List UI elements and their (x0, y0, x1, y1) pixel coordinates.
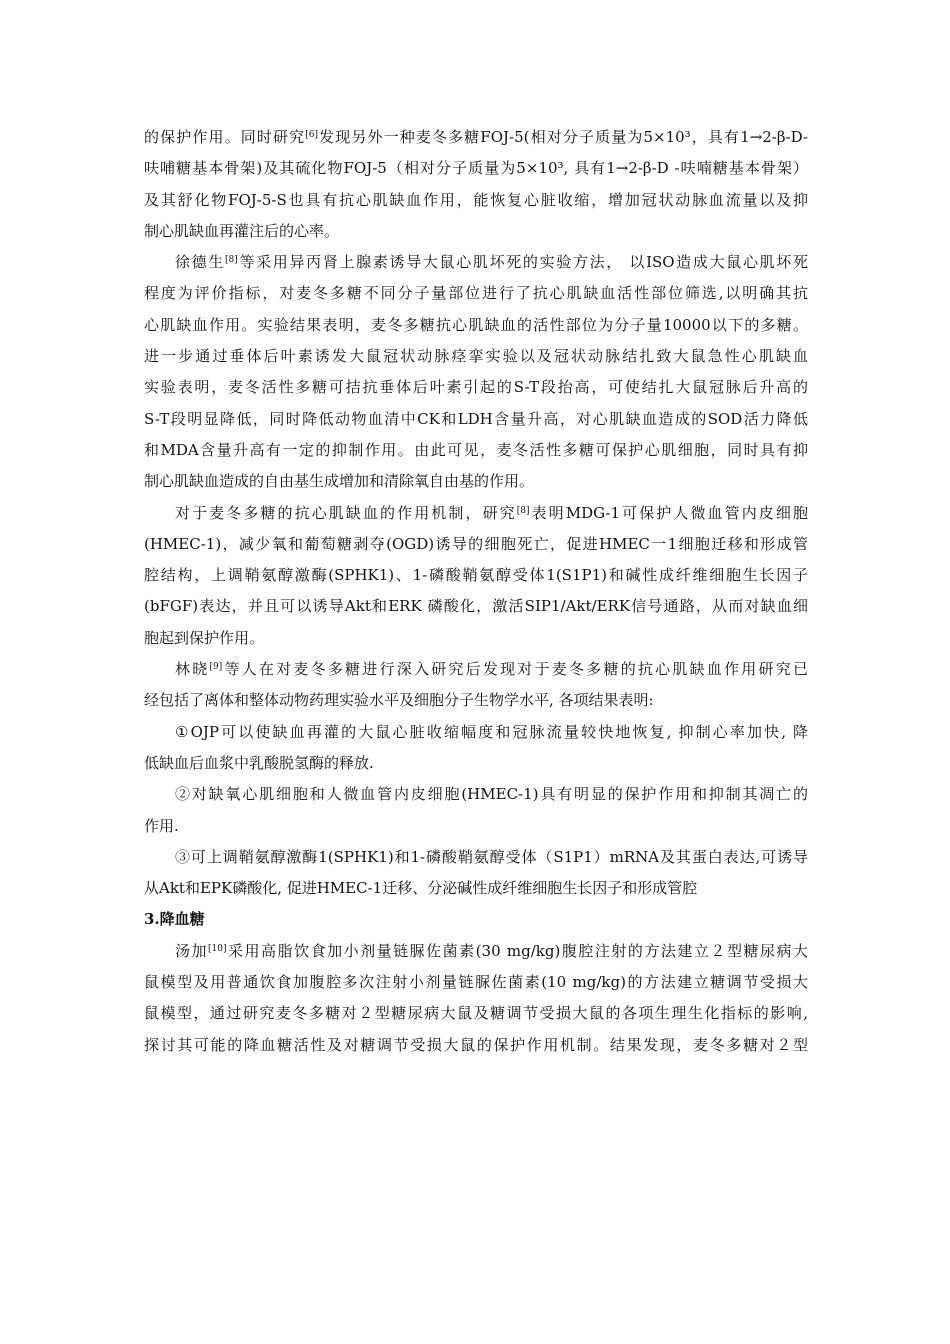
text-line: 低缺血后血浆中乳酸脱氢酶的释放. (144, 753, 374, 772)
text-line: 及其舒化物FOJ-5-S也具有抗心肌缺血作用，能恢复心脏收缩，增加冠状动脉血流量以及抑 (144, 190, 808, 209)
text-line: (HMEC-1)，减少氧和葡萄糖剥夺(OGD)诱导的细胞死亡，促进HMEC一1细胞迁移和形成管 (144, 534, 808, 553)
text-line: 制心肌缺血造成的自由基生成增加和清除氧自由基的作用。 (144, 472, 535, 491)
text-line: 腔结构，上调鞘氨醇激酶(SPHK1)、1-磷酸鞘氨醇受体1(S1P1)和碱性成纤维细胞生长因子 (144, 566, 808, 585)
text-line: 鼠模型及用普通饮食加腹腔多次注射小剂量链脲佐菌素(10 mg/kg)的方法建立糖调节受损大 (144, 973, 808, 992)
text-line: 探讨其可能的降血糖活性及对糖调节受损大鼠的保护作用机制。结果发现，麦冬多糖对２型 (144, 1035, 808, 1054)
citation-ref: [9] (209, 662, 223, 673)
text-line: 从Akt和EPK磷酸化, 促进HMEC-1迁移、分泌碱性成纤维细胞生长因子和形成管腔 (144, 879, 698, 898)
document-body (144, 122, 808, 1061)
citation-ref: [8] (516, 505, 530, 516)
text-line: 心肌缺血作用。实验结果表明，麦冬多糖抗心肌缺血的活性部位为分子量10000以下的多糖。 (144, 315, 808, 334)
text-line: 作用. (144, 816, 179, 835)
text-line: 对于麦冬多糖的抗心肌缺血的作用机制，研究[8]表明MDG-1可保护人微血管内皮细胞 (175, 503, 808, 522)
citation-ref: [10] (208, 943, 227, 954)
list-item: ③可上调鞘氨醇激酶1(SPHK1)和1-磷酸鞘氨醇受体（S1P1）mRNA及其蛋白表达,可诱导 (175, 847, 808, 866)
text-line: 经包括了离体和整体动物药理实验水平及细胞分子生物学水平, 各项结果表明: (144, 691, 654, 710)
text-line: 程度为评价指标，对麦冬多糖不同分子量部位进行了抗心肌缺血活性部位筛选,以明确其抗 (144, 284, 808, 303)
list-item: ①OJP可以使缺血再灌的大鼠心脏收缩幅度和冠脉流量较快地恢复, 抑制心率加快, 降 (175, 722, 808, 741)
text-line: 的保护作用。同时研究[6]发现另外一种麦冬多糖FOJ-5(相对分子质量为5×10³，具有1→2-β-D- (144, 128, 808, 146)
text-line: 呋哺糖基本骨架)及其硫化物FOJ-5（相对分子质量为5×10³, 具有1→2-β-D -呋喃糖基本骨架） (144, 159, 808, 178)
text-line: 进一步通过垂体后叶素诱发大鼠冠状动脉痉挛实验以及冠状动脉结扎致大鼠急性心肌缺血 (144, 347, 808, 366)
text-line: 汤加[10]采用高脂饮食加小剂量链脲佐菌素(30 mg/kg)腹腔注射的方法建立２型糖尿病大 (175, 941, 808, 960)
text-line: 林晓[9]等人在对麦冬多糖进行深入研究后发现对于麦冬多糖的抗心肌缺血作用研究已 (175, 660, 808, 679)
text-line: 徐德生[8]等采用异丙肾上腺素诱导大鼠心肌坏死的实验方法， 以ISO造成大鼠心肌坏死 (175, 253, 808, 272)
text-line: 胞起到保护作用。 (144, 628, 265, 647)
text-line: 鼠模型，通过研究麦冬多糖对２型糖尿病大鼠及糖调节受损大鼠的各项生理生化指标的影响, (144, 1004, 808, 1023)
text-line: (bFGF)表达，并且可以诱导Akt和ERK 磷酸化，激活SIP1/Akt/ERK信号通路，从而对缺血细 (144, 597, 808, 616)
text-line: 实验表明，麦冬活性多糖可拮抗垂体后叶素引起的S-T段抬高，可使结扎大鼠冠脉后升高的 (144, 378, 808, 397)
list-item: ②对缺氧心肌细胞和人微血管内皮细胞(HMEC-1)具有明显的保护作用和抑制其凋亡的 (175, 785, 808, 804)
text-line: S-T段明显降低，同时降低动物血清中CK和LDH含量升高，对心肌缺血造成的SOD活力降低 (144, 409, 808, 428)
text-line: 制心肌缺血再灌注后的心率。 (144, 221, 340, 240)
citation-ref: [6] (305, 130, 318, 140)
citation-ref: [8] (225, 255, 238, 266)
section-heading: 3.降血糖 (144, 910, 205, 929)
text-line: 和MDA含量升高有一定的抑制作用。由此可见，麦冬活性多糖可保护心肌细胞，同时具有抑 (144, 440, 808, 459)
